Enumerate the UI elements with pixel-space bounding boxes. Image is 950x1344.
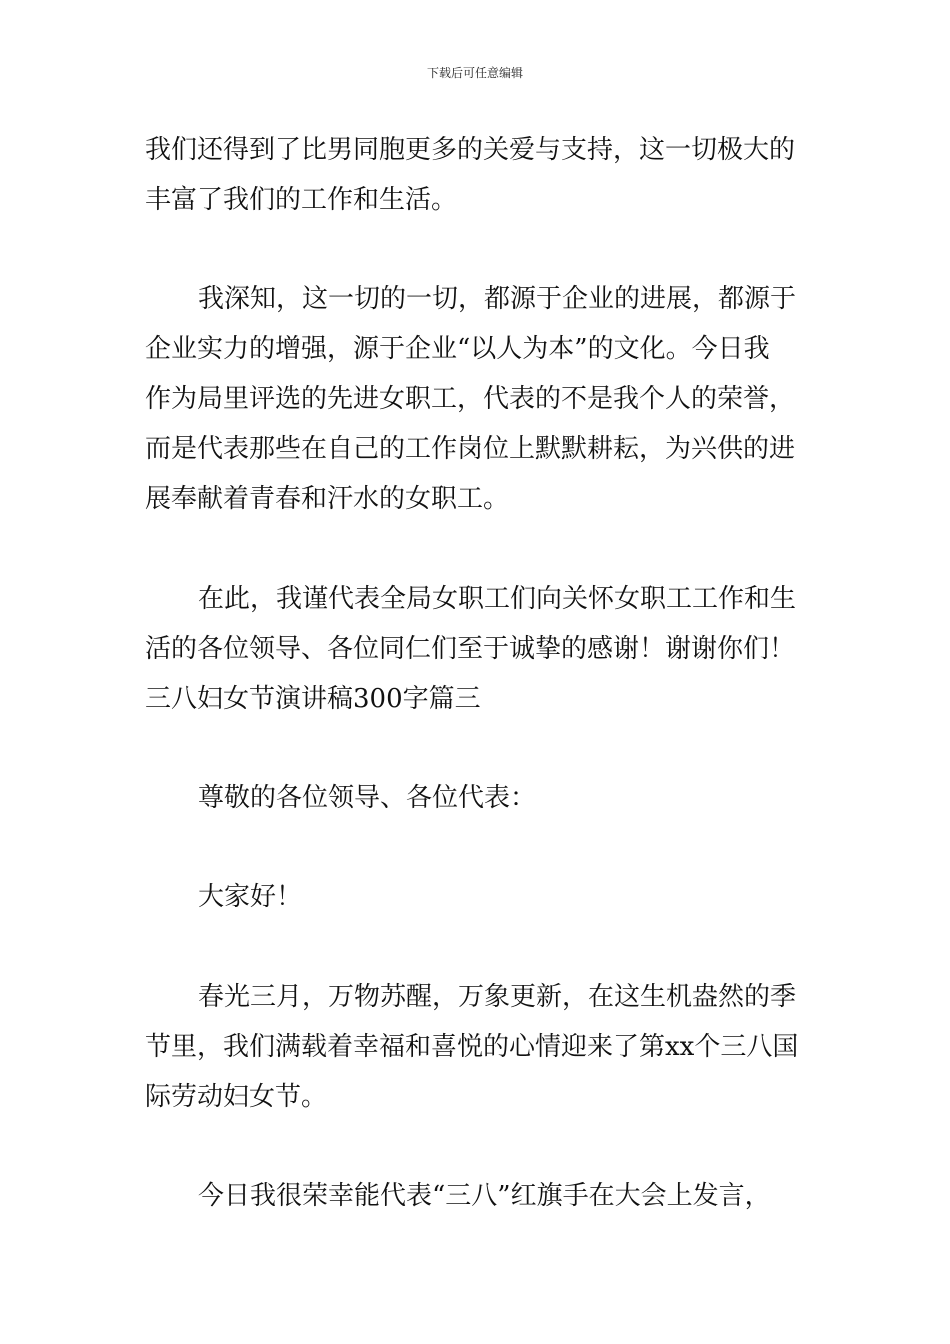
page-header-note: 下载后可任意编辑 xyxy=(426,66,523,80)
text-line: 展奉献着青春和汗水的女职工。 xyxy=(145,484,510,514)
text-line: 活的各位领导、各位同仁们至于诚挚的感谢！谢谢你们！ xyxy=(145,634,796,664)
paragraph-first-line: 我深知，这一切的一切，都源于企业的进展，都源于 xyxy=(198,284,797,314)
paragraph-first-line: 今日我很荣幸能代表“三八”红旗手在大会上发言， xyxy=(198,1181,771,1211)
greeting: 大家好！ xyxy=(198,882,303,912)
paragraph-first-line: 在此，我谨代表全局女职工们向关怀女职工工作和生 xyxy=(198,584,797,614)
text-line: 我们还得到了比男同胞更多的关爱与支持，这一切极大的 xyxy=(145,135,796,165)
paragraph-first-line: 春光三月，万物苏醒，万象更新，在这生机盎然的季 xyxy=(198,982,797,1012)
text-line: 节里，我们满载着幸福和喜悦的心情迎来了第xx个三八国 xyxy=(145,1032,799,1062)
text-line: 际劳动妇女节。 xyxy=(145,1082,328,1112)
salutation: 尊敬的各位领导、各位代表： xyxy=(198,783,537,813)
text-line: 丰富了我们的工作和生活。 xyxy=(145,185,458,215)
text-line: 作为局里评选的先进女职工，代表的不是我个人的荣誉， xyxy=(145,384,796,414)
text-line: 企业实力的增强，源于企业“以人为本”的文化。今日我 xyxy=(145,334,770,364)
text-line: 而是代表那些在自己的工作岗位上默默耕耘，为兴供的进 xyxy=(145,434,796,464)
section-heading: 三八妇女节演讲稿300字篇三 xyxy=(145,684,481,714)
